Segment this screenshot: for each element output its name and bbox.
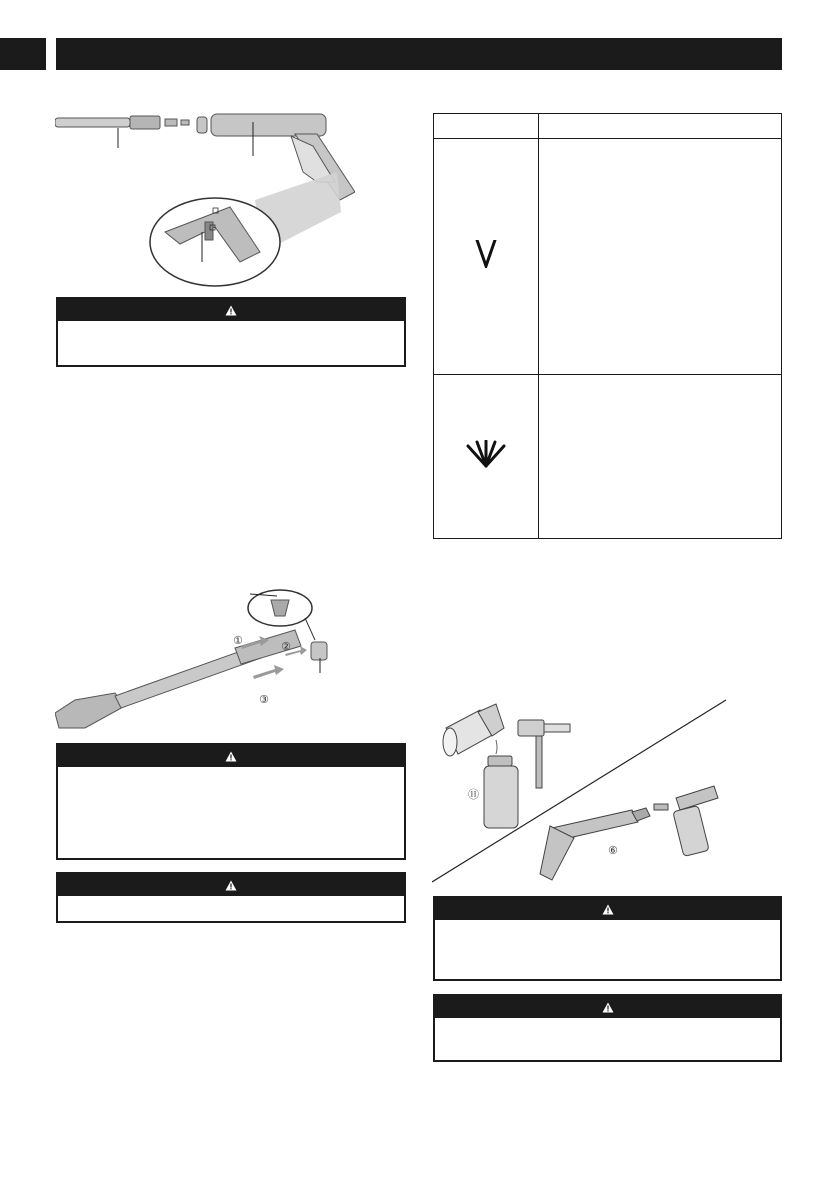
nozzle-icon-cell: [434, 375, 539, 539]
warning-header: [58, 745, 404, 767]
detergent-bottle-figure: [432, 698, 732, 883]
section-header-bar: [56, 38, 782, 70]
warning-triangle-icon: [225, 880, 237, 891]
warning-header: [58, 874, 404, 896]
table-row: [434, 375, 782, 539]
gun-marker: ⑥: [608, 844, 618, 857]
warning-header: [58, 299, 404, 321]
warning-box-1: [56, 297, 406, 367]
nozzle-install-figure: [55, 588, 345, 733]
warning-box-5: [433, 994, 782, 1062]
warning-triangle-icon: [225, 305, 237, 316]
table-header-row: [434, 114, 782, 139]
step-marker-1: ①: [233, 634, 243, 647]
warning-box-3: [56, 872, 406, 923]
warning-triangle-icon: [602, 1002, 614, 1013]
warning-triangle-icon: [602, 904, 614, 915]
page-tab: [0, 38, 46, 70]
warning-box-2: [56, 743, 406, 860]
table-row: [434, 139, 782, 375]
warning-box-4: [433, 896, 782, 981]
warning-header: [435, 996, 780, 1018]
nozzle-description-cell: [539, 139, 782, 375]
warning-header: [435, 898, 780, 920]
narrow-spray-icon: [474, 240, 498, 268]
bottle-marker: ⑪: [468, 788, 479, 801]
nozzle-icon-cell: [434, 139, 539, 375]
step-marker-3: ③: [259, 693, 269, 706]
step-marker-2: ②: [281, 640, 291, 653]
table-header-cell: [434, 114, 539, 139]
nozzle-table: [433, 113, 782, 539]
nozzle-description-cell: [539, 375, 782, 539]
warning-triangle-icon: [225, 751, 237, 762]
spray-gun-assembly-figure: [55, 112, 355, 287]
wide-spray-icon: [466, 440, 506, 468]
table-header-cell: [539, 114, 782, 139]
